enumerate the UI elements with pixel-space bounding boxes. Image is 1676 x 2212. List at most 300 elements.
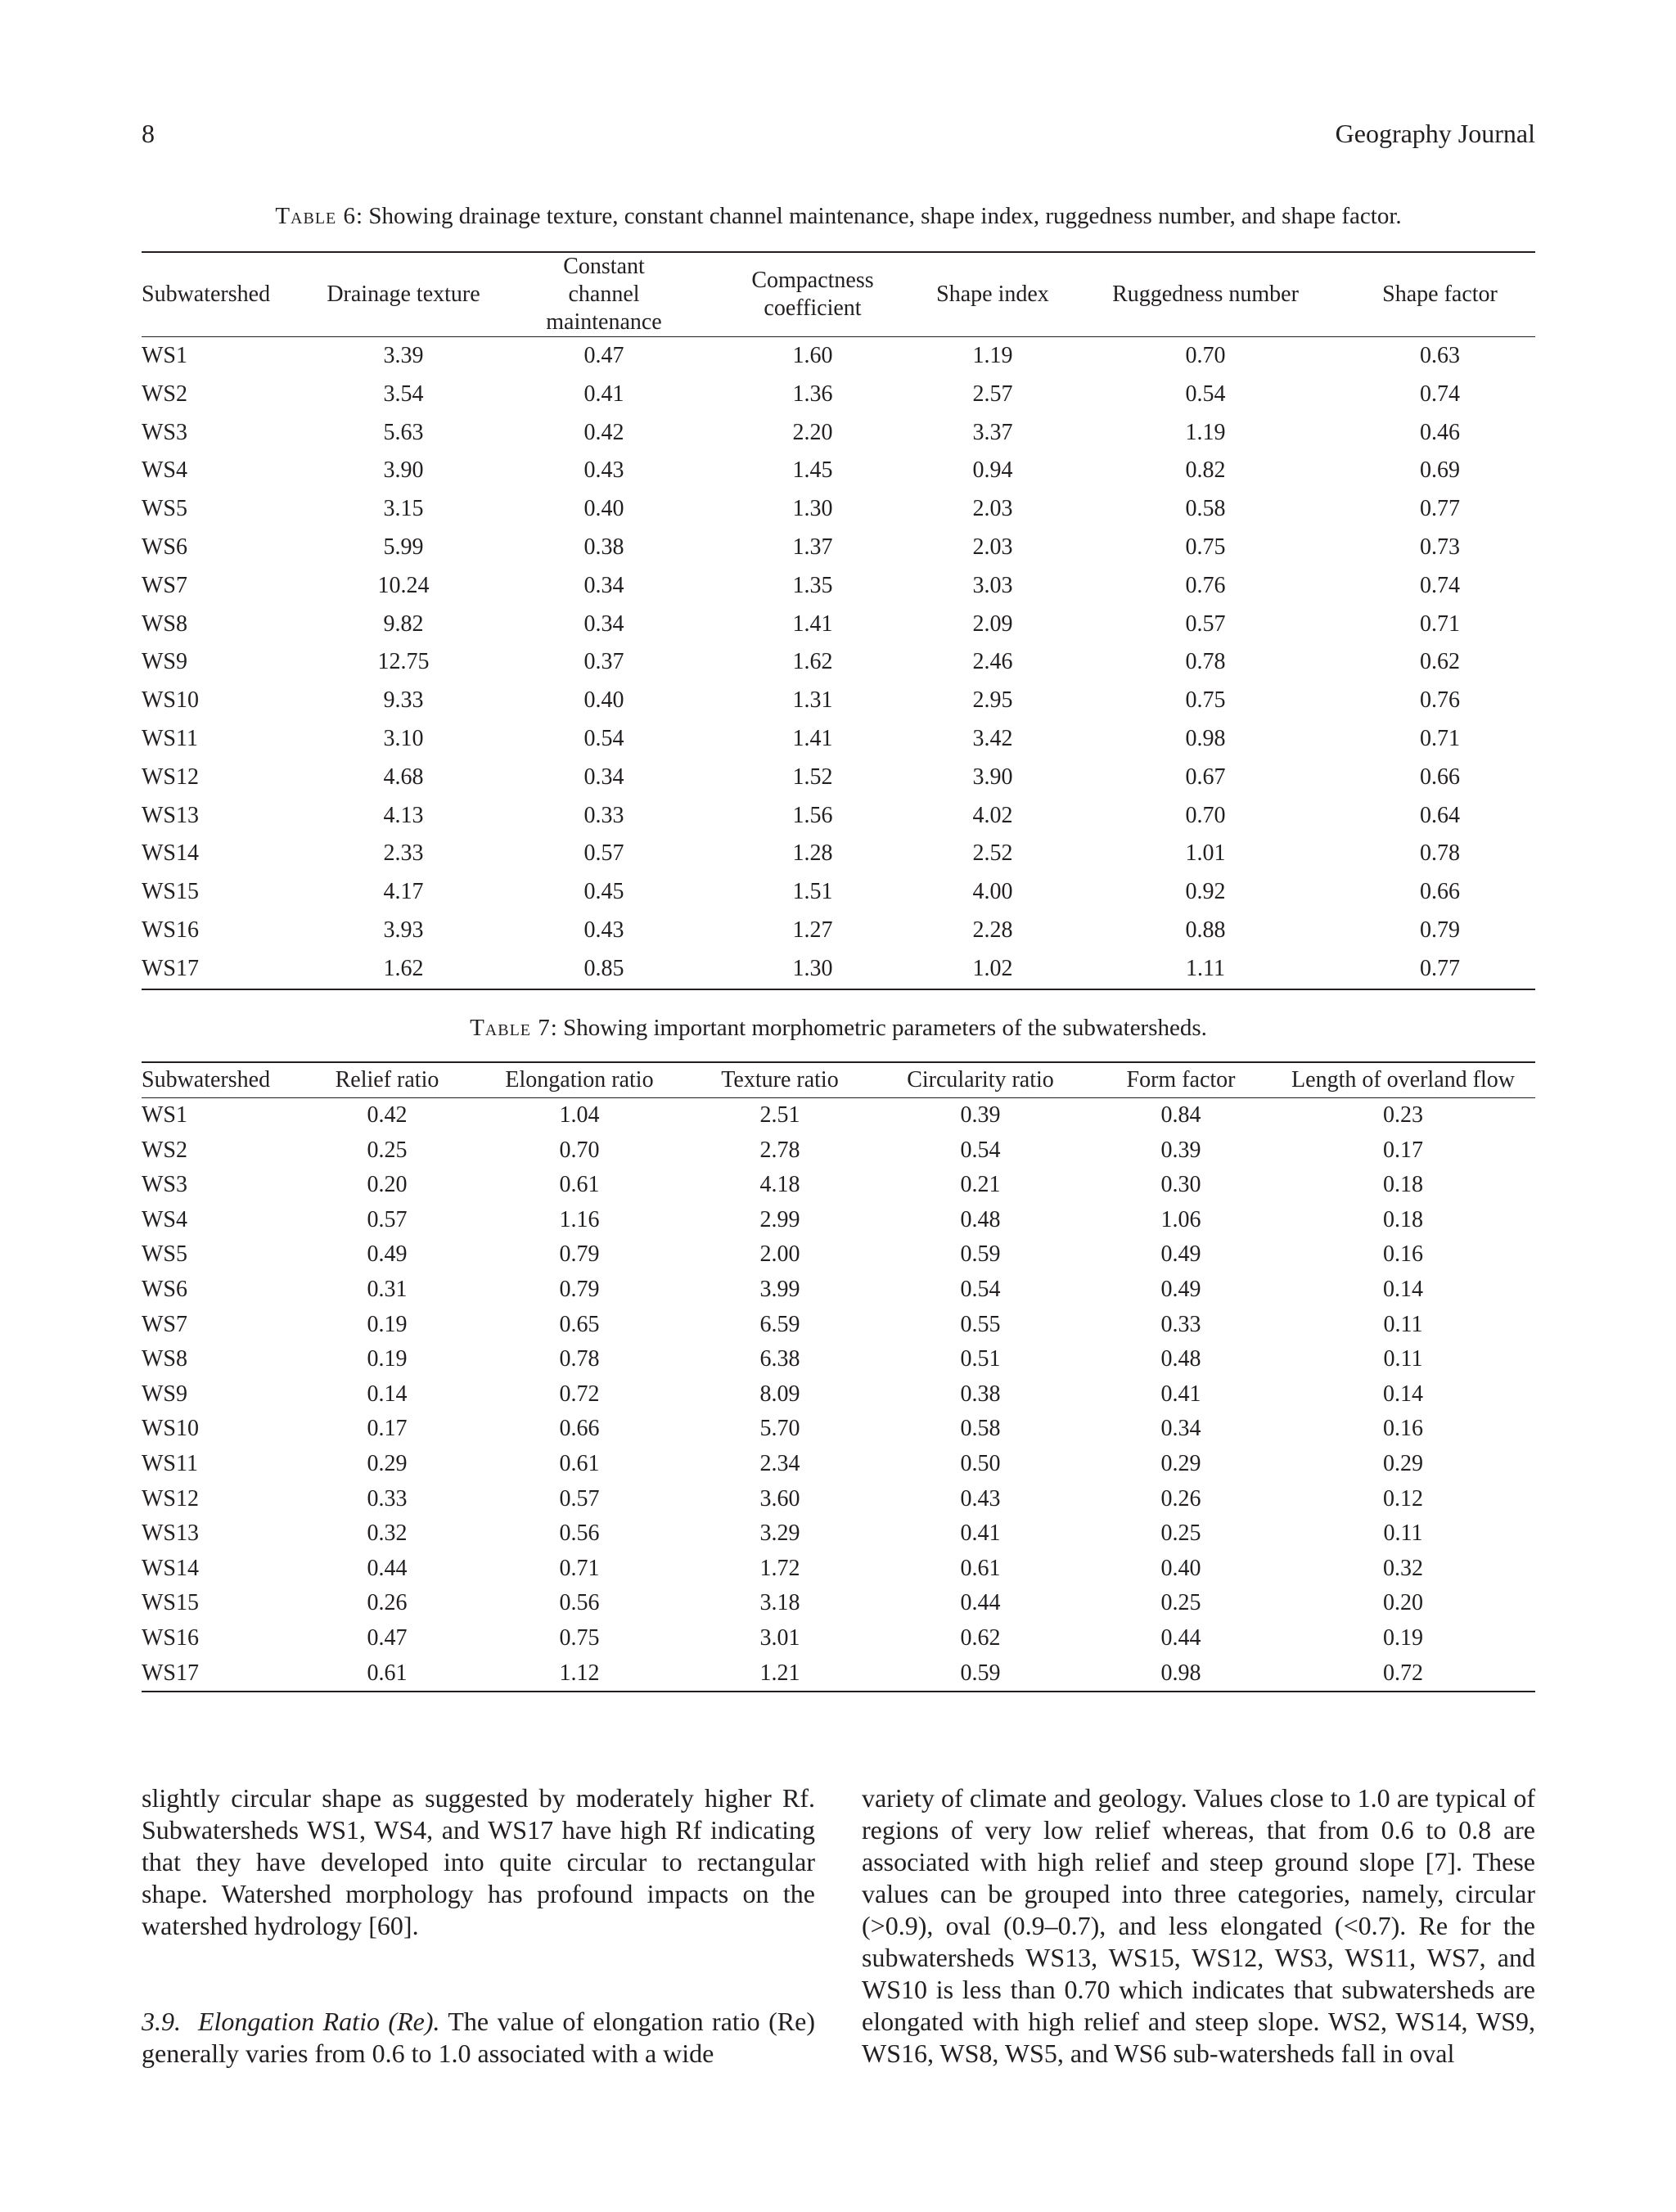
column-header: Ruggedness number — [1066, 252, 1345, 337]
table-cell: 0.71 — [1420, 725, 1460, 751]
column-header: Shape index — [919, 252, 1066, 337]
table-cell: 0.70 — [559, 1137, 600, 1163]
table-row — [142, 1516, 1535, 1552]
table-cell: 0.30 — [1160, 1172, 1201, 1198]
table-row — [142, 682, 1535, 720]
column-header: Constant channel maintenance — [502, 252, 706, 337]
table-cell: 0.66 — [1420, 764, 1460, 790]
table-cell: 0.75 — [1185, 687, 1226, 714]
table-cell: 4.02 — [972, 802, 1013, 828]
table-cell: 0.71 — [559, 1555, 600, 1581]
table-row — [142, 720, 1535, 759]
column-header: Shape factor — [1345, 252, 1535, 337]
table-cell: 0.17 — [367, 1416, 408, 1442]
table-cell: 3.93 — [383, 917, 424, 943]
table-cell: 0.34 — [1160, 1416, 1201, 1442]
row-label: WS16 — [142, 1624, 199, 1651]
table-cell: 0.44 — [367, 1555, 408, 1581]
table-cell: 0.19 — [367, 1311, 408, 1337]
row-label: WS15 — [142, 1590, 199, 1616]
row-label: WS16 — [142, 917, 199, 943]
table-cell: 0.50 — [960, 1450, 1001, 1476]
row-label: WS15 — [142, 879, 199, 905]
table-cell: 1.41 — [792, 610, 833, 637]
table-cell: 3.42 — [972, 725, 1013, 751]
table-cell: 5.63 — [383, 419, 424, 445]
row-label: WS17 — [142, 950, 305, 989]
table7-header — [142, 1062, 1535, 1098]
table-cell: 0.69 — [1420, 457, 1460, 484]
section-title: Elongation Ratio (Re). — [197, 2007, 440, 2036]
table-cell: 0.73 — [1420, 534, 1460, 560]
row-label: WS9 — [142, 649, 187, 675]
table-cell: 3.60 — [759, 1485, 800, 1511]
table-cell: 1.27 — [792, 917, 833, 943]
table-cell: 0.20 — [1383, 1590, 1423, 1616]
table-cell: 0.78 — [1420, 840, 1460, 867]
table-cell: 1.62 — [792, 649, 833, 675]
table-cell: 0.20 — [367, 1172, 408, 1198]
table-cell: 0.59 — [870, 1656, 1091, 1692]
table-cell: 2.33 — [383, 840, 424, 867]
table-cell: 12.75 — [377, 649, 430, 675]
table-cell: 0.49 — [1160, 1241, 1201, 1268]
row-label: WS10 — [142, 1416, 199, 1442]
table-cell: 8.09 — [759, 1381, 800, 1407]
table-row — [142, 1377, 1535, 1412]
page-number: 8 — [142, 119, 155, 148]
table-cell: 3.99 — [759, 1276, 800, 1302]
table-cell: 0.32 — [1383, 1555, 1423, 1581]
table-cell: 0.16 — [1383, 1241, 1423, 1268]
row-label: WS7 — [142, 1311, 187, 1337]
table-cell: 1.01 — [1185, 840, 1226, 867]
table-row — [142, 1203, 1535, 1238]
table-cell: 0.66 — [1420, 879, 1460, 905]
table6-caption-text: : Showing drainage texture, constant channel maintenance, shape index, ruggedness number, and shape factor. — [356, 203, 1402, 229]
table-cell: 0.72 — [1271, 1656, 1535, 1692]
table-cell: 3.18 — [759, 1590, 800, 1616]
table-cell: 0.18 — [1383, 1206, 1423, 1232]
table7-label: Table 7 — [470, 1015, 551, 1041]
table-cell: 0.46 — [1420, 419, 1460, 445]
table-cell: 1.12 — [469, 1656, 690, 1692]
table-cell: 0.11 — [1383, 1346, 1423, 1372]
row-label: WS12 — [142, 764, 199, 790]
table-cell: 1.30 — [792, 496, 833, 522]
table-row — [142, 1308, 1535, 1343]
table-row — [142, 1412, 1535, 1447]
table-row — [142, 1273, 1535, 1308]
row-label: WS4 — [142, 457, 187, 484]
paragraph-text: The value of elongation ratio (Re) generally varies from 0.6 to 1.0 associated with a wide — [142, 2007, 815, 2068]
table-cell: 0.65 — [559, 1311, 600, 1337]
row-label: WS2 — [142, 381, 187, 407]
table-cell: 0.98 — [1185, 725, 1226, 751]
table-cell: 1.16 — [559, 1206, 600, 1232]
table-cell: 0.23 — [1383, 1102, 1423, 1128]
table-cell: 0.11 — [1383, 1520, 1423, 1547]
table-cell: 0.70 — [1185, 802, 1226, 828]
table-cell: 3.10 — [383, 725, 424, 751]
table-cell: 2.03 — [972, 534, 1013, 560]
table-cell: 0.40 — [583, 687, 624, 714]
table-cell: 0.47 — [367, 1624, 408, 1651]
table-cell: 5.70 — [759, 1416, 800, 1442]
table6-body — [142, 337, 1535, 989]
section-number: 3.9. — [142, 2007, 181, 2036]
table-cell: 0.75 — [1185, 534, 1226, 560]
table-cell: 0.63 — [1420, 343, 1460, 368]
table-cell: 0.67 — [1185, 764, 1226, 790]
row-label: WS3 — [142, 1172, 187, 1198]
table-cell: 0.79 — [559, 1241, 600, 1268]
table-row — [142, 1621, 1535, 1656]
table-cell: 0.42 — [583, 419, 624, 445]
table-cell: 1.56 — [792, 802, 833, 828]
row-label: WS12 — [142, 1485, 199, 1511]
table-row — [142, 1168, 1535, 1203]
table-row — [142, 873, 1535, 912]
table-cell: 0.14 — [1383, 1276, 1423, 1302]
table-cell: 2.28 — [972, 917, 1013, 943]
table-cell: 1.28 — [792, 840, 833, 867]
table-cell: 0.79 — [559, 1276, 600, 1302]
table-cell: 0.26 — [367, 1590, 408, 1616]
column-header: Drainage texture — [305, 252, 502, 337]
table-cell: 0.54 — [960, 1276, 1001, 1302]
table-cell: 3.90 — [972, 764, 1013, 790]
table-row — [142, 376, 1535, 414]
table-row — [142, 950, 1535, 989]
table-cell: 0.75 — [559, 1624, 600, 1651]
table6-caption — [142, 203, 1535, 230]
table-cell: 0.29 — [1160, 1450, 1201, 1476]
table-cell: 0.72 — [559, 1381, 600, 1407]
table-cell: 4.18 — [759, 1172, 800, 1198]
column-header: Length of overland flow — [1271, 1062, 1535, 1098]
table-cell: 0.39 — [960, 1102, 1001, 1128]
table-cell: 0.41 — [960, 1520, 1001, 1547]
table-cell: 1.21 — [690, 1656, 870, 1692]
table-cell: 2.52 — [972, 840, 1013, 867]
table-cell: 0.43 — [960, 1485, 1001, 1511]
table-cell: 0.92 — [1185, 879, 1226, 905]
table-cell: 3.01 — [759, 1624, 800, 1651]
table-cell: 0.58 — [960, 1416, 1001, 1442]
table-cell: 9.33 — [383, 687, 424, 714]
table-cell: 0.33 — [367, 1485, 408, 1511]
table-cell: 0.78 — [559, 1346, 600, 1372]
table-cell: 1.19 — [972, 343, 1013, 368]
table-row — [142, 643, 1535, 682]
table-cell: 0.51 — [960, 1346, 1001, 1372]
table-row — [142, 529, 1535, 567]
table-cell: 0.12 — [1383, 1485, 1423, 1511]
table-cell: 0.43 — [583, 457, 624, 484]
table-row — [142, 797, 1535, 836]
table-cell: 4.13 — [383, 802, 424, 828]
table7-body — [142, 1098, 1535, 1692]
table-cell: 0.94 — [972, 457, 1013, 484]
table-row — [142, 1552, 1535, 1587]
table-cell: 0.34 — [583, 610, 624, 637]
table-row — [142, 1656, 1535, 1692]
table7 — [142, 1061, 1535, 1692]
row-label: WS5 — [142, 496, 187, 522]
table-cell: 0.54 — [960, 1137, 1001, 1163]
column-header: Elongation ratio — [469, 1062, 690, 1098]
table-cell: 0.56 — [559, 1590, 600, 1616]
journal-title: Geography Journal — [1335, 119, 1535, 148]
table-cell: 1.60 — [792, 343, 833, 368]
table-row — [142, 1098, 1535, 1133]
table-cell: 0.25 — [367, 1137, 408, 1163]
table-cell: 0.43 — [583, 917, 624, 943]
table-row — [142, 606, 1535, 644]
table-cell: 0.40 — [583, 496, 624, 522]
table-cell: 5.99 — [383, 534, 424, 560]
table-cell: 4.17 — [383, 879, 424, 905]
row-label: WS11 — [142, 1450, 198, 1476]
table-cell: 1.04 — [559, 1102, 600, 1128]
table-cell: 3.54 — [383, 381, 424, 407]
table-cell: 0.76 — [1420, 687, 1460, 714]
table-cell: 1.06 — [1160, 1206, 1201, 1232]
table-cell: 0.39 — [1160, 1137, 1201, 1163]
row-label: WS4 — [142, 1206, 187, 1232]
row-label: WS14 — [142, 840, 199, 867]
table-cell: 0.42 — [367, 1102, 408, 1128]
table-cell: 0.56 — [559, 1520, 600, 1547]
row-label: WS1 — [142, 1102, 187, 1128]
table-row — [142, 452, 1535, 490]
table-row — [142, 912, 1535, 950]
table-cell: 2.57 — [972, 381, 1013, 407]
table-cell: 0.66 — [559, 1416, 600, 1442]
section-paragraph — [142, 2006, 815, 2070]
table-cell: 0.21 — [960, 1172, 1001, 1198]
table-cell: 2.78 — [759, 1137, 800, 1163]
table-cell: 0.33 — [1160, 1311, 1201, 1337]
table-cell: 0.44 — [960, 1590, 1001, 1616]
table-cell: 0.54 — [1185, 381, 1226, 407]
table-cell: 0.26 — [1160, 1485, 1201, 1511]
table-cell: 0.37 — [583, 649, 624, 675]
table-cell: 2.00 — [759, 1241, 800, 1268]
body-column-left — [142, 1782, 815, 2070]
table-cell: 0.61 — [960, 1555, 1001, 1581]
table-cell: 0.54 — [583, 725, 624, 751]
table-cell: 3.15 — [383, 496, 424, 522]
table-cell: 0.61 — [559, 1172, 600, 1198]
column-header: Subwatershed — [142, 252, 305, 337]
row-label: WS8 — [142, 610, 187, 637]
table-row — [142, 414, 1535, 453]
table-cell: 2.20 — [792, 419, 833, 445]
column-header: Compactness coefficient — [706, 252, 919, 337]
row-label: WS11 — [142, 725, 198, 751]
table-cell: 0.71 — [1420, 610, 1460, 637]
table-cell: 0.29 — [1383, 1450, 1423, 1476]
table-cell: 0.33 — [583, 802, 624, 828]
table-cell: 0.79 — [1420, 917, 1460, 943]
table6-header-row — [142, 252, 1535, 337]
table-cell: 0.18 — [1383, 1172, 1423, 1198]
table-cell: 0.85 — [502, 950, 706, 989]
table-cell: 0.32 — [367, 1520, 408, 1547]
column-header: Subwatershed — [142, 1062, 305, 1098]
table-cell: 0.82 — [1185, 457, 1226, 484]
row-label: WS7 — [142, 572, 187, 598]
table-cell: 0.88 — [1185, 917, 1226, 943]
table-cell: 0.61 — [305, 1656, 469, 1692]
table-cell: 3.90 — [383, 457, 424, 484]
table-cell: 1.02 — [919, 950, 1066, 989]
paragraph: variety of climate and geology. Values close to 1.0 are typical of regions of very low relief whereas, that from 0.6 to 0.8 are associated with high relief and steep ground slope [7]. These values can be grouped into three categories, namely, circular (>0.9), oval (0.9–0.7), and less elongated (<0.7). Re for the subwatersheds WS13, WS15, WS12, WS3, WS11, WS7, and WS10 is less than 0.70 which indicates that subwatersheds are elongated with high relief and steep slope. WS2, WS14, WS9, WS16, WS8, WS5, and WS6 sub-watersheds fall in oval — [862, 1783, 1535, 2068]
table-row — [142, 337, 1535, 376]
row-label: WS6 — [142, 1276, 187, 1302]
column-header: Relief ratio — [305, 1062, 469, 1098]
table-cell: 0.76 — [1185, 572, 1226, 598]
row-label: WS9 — [142, 1381, 187, 1407]
table-cell: 1.36 — [792, 381, 833, 407]
table-cell: 2.09 — [972, 610, 1013, 637]
table-cell: 0.49 — [367, 1241, 408, 1268]
table-cell: 1.41 — [792, 725, 833, 751]
row-label: WS3 — [142, 419, 187, 445]
table-cell: 0.55 — [960, 1311, 1001, 1337]
table-cell: 0.57 — [367, 1206, 408, 1232]
table-cell: 1.62 — [305, 950, 502, 989]
table-cell: 3.39 — [383, 343, 424, 368]
table-cell: 0.25 — [1160, 1520, 1201, 1547]
table-row — [142, 567, 1535, 606]
table-cell: 0.14 — [1383, 1381, 1423, 1407]
table-row — [142, 1447, 1535, 1482]
table-cell: 0.48 — [1160, 1346, 1201, 1372]
table-cell: 0.57 — [583, 840, 624, 867]
row-label: WS10 — [142, 687, 199, 714]
table-row — [142, 835, 1535, 873]
table-cell: 0.16 — [1383, 1416, 1423, 1442]
table-row — [142, 1133, 1535, 1169]
table-cell: 3.37 — [972, 419, 1013, 445]
table-cell: 0.19 — [1383, 1624, 1423, 1651]
table-row — [142, 490, 1535, 529]
table-cell: 9.82 — [383, 610, 424, 637]
table7-header-row — [142, 1062, 1535, 1098]
table-cell: 0.62 — [1420, 649, 1460, 675]
table-cell: 2.95 — [972, 687, 1013, 714]
table-cell: 0.40 — [1160, 1555, 1201, 1581]
table-cell: 2.99 — [759, 1206, 800, 1232]
table-cell: 0.61 — [559, 1450, 600, 1476]
table-cell: 0.19 — [367, 1346, 408, 1372]
table-cell: 0.74 — [1420, 572, 1460, 598]
table-cell: 0.62 — [960, 1624, 1001, 1651]
table-cell: 2.51 — [759, 1102, 800, 1128]
table-cell: 0.38 — [583, 534, 624, 560]
table-cell: 0.70 — [1185, 343, 1226, 368]
table-cell: 6.59 — [759, 1311, 800, 1337]
table-cell: 0.64 — [1420, 802, 1460, 828]
table-cell: 1.51 — [792, 879, 833, 905]
table-cell: 0.17 — [1383, 1137, 1423, 1163]
table-row — [142, 1482, 1535, 1517]
table-row — [142, 1586, 1535, 1621]
table-cell: 2.46 — [972, 649, 1013, 675]
table-row — [142, 1342, 1535, 1377]
table-cell: 0.41 — [583, 381, 624, 407]
table-cell: 1.30 — [706, 950, 919, 989]
paragraph: slightly circular shape as suggested by moderately higher Rf. Subwatersheds WS1, WS4, and WS17 have high Rf indicating that they have developed into quite circular to rectangular shape. Watershed morphology has profound impacts on the watershed hydrology [60]. — [142, 1783, 815, 1940]
table-cell: 3.03 — [972, 572, 1013, 598]
column-header: Texture ratio — [690, 1062, 870, 1098]
table-cell: 0.29 — [367, 1450, 408, 1476]
table-cell: 0.77 — [1345, 950, 1535, 989]
table-cell: 0.31 — [367, 1276, 408, 1302]
table7-caption — [142, 1015, 1535, 1042]
table-cell: 0.45 — [583, 879, 624, 905]
table-cell: 0.48 — [960, 1206, 1001, 1232]
table-cell: 1.19 — [1185, 419, 1226, 445]
table-row — [142, 1237, 1535, 1273]
table-cell: 1.31 — [792, 687, 833, 714]
column-header: Circularity ratio — [870, 1062, 1091, 1098]
table-cell: 0.34 — [583, 764, 624, 790]
table-cell: 2.34 — [759, 1450, 800, 1476]
table-cell: 0.11 — [1383, 1311, 1423, 1337]
table-cell: 1.37 — [792, 534, 833, 560]
table-cell: 1.45 — [792, 457, 833, 484]
table-cell: 4.68 — [383, 764, 424, 790]
table-cell: 0.34 — [583, 572, 624, 598]
table6-label: Table 6 — [275, 203, 357, 229]
body-column-right — [862, 1782, 1535, 2070]
column-header: Form factor — [1091, 1062, 1271, 1098]
row-label: WS8 — [142, 1346, 187, 1372]
row-label: WS14 — [142, 1555, 199, 1581]
table-cell: 1.11 — [1066, 950, 1345, 989]
table-cell: 0.57 — [1185, 610, 1226, 637]
row-label: WS13 — [142, 802, 199, 828]
table-cell: 0.41 — [1160, 1381, 1201, 1407]
table-cell: 0.98 — [1091, 1656, 1271, 1692]
table-cell: 3.29 — [759, 1520, 800, 1547]
table-cell: 0.14 — [367, 1381, 408, 1407]
table-cell: 10.24 — [377, 572, 430, 598]
table6-header — [142, 252, 1535, 337]
table-cell: 2.03 — [972, 496, 1013, 522]
table-cell: 1.72 — [759, 1555, 800, 1581]
table-cell: 4.00 — [972, 879, 1013, 905]
row-label: WS2 — [142, 1137, 187, 1163]
table-cell: 0.49 — [1160, 1276, 1201, 1302]
table-cell: 0.78 — [1185, 649, 1226, 675]
table-cell: 1.35 — [792, 572, 833, 598]
table-cell: 0.25 — [1160, 1590, 1201, 1616]
table-cell: 6.38 — [759, 1346, 800, 1372]
table-cell: 0.74 — [1420, 381, 1460, 407]
table6 — [142, 251, 1535, 990]
table-cell: 0.44 — [1160, 1624, 1201, 1651]
row-label: WS17 — [142, 1656, 305, 1692]
table-cell: 0.59 — [960, 1241, 1001, 1268]
row-label: WS1 — [142, 343, 187, 368]
table-cell: 1.52 — [792, 764, 833, 790]
row-label: WS5 — [142, 1241, 187, 1268]
